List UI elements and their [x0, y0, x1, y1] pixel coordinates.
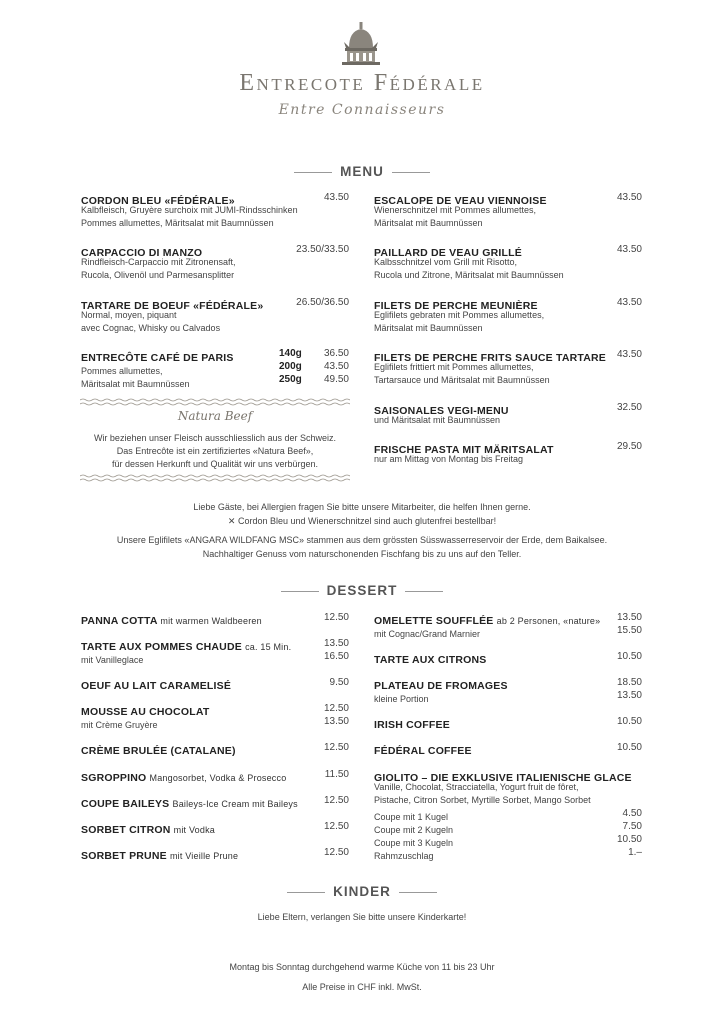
giolito-item: GIOLITO – DIE EXKLUSIVE ITALIENISCHE GLACE Vanille, Chocolat, Stracciatella, Yogurt fruit de fôret, Pistache, Citron Sorbet, Myrtille Sorbet, Mango Sorbet Coupe mit 1 Kugel 4.50 Coupe mit 2 Kugeln 7.50 Coupe mit 3 Kugeln 10.50 Rahmzuschlag 1.– [374, 772, 642, 861]
brand-tagline: Entre Connaisseurs [278, 102, 446, 118]
fish-note-1: Unsere Eglifilets «ANGARA WILDFANG MSC» stammen aus dem grössten Süsswasserreservoir der Erde, dem Baikalsee. [116, 535, 608, 545]
section-dessert-title: DESSERT [326, 583, 398, 598]
wave-divider [80, 398, 350, 406]
natura-beef-text: Wir beziehen unser Fleisch ausschliesslich aus der Schweiz. Das Entrecôte ist ein zertifiziertes «Natura Beef», für dessen Herkunft und Qualität wir uns verbürgen. [93, 433, 337, 469]
menu-item: ESCALOPE DE VEAU VIENNOISE 43.50 Wienerschnitzel mit Pommes allumettes, Märitsalat mit Baumnüssen [374, 192, 642, 228]
dessert-item: COUPE BAILEYS Baileys-Ice Cream mit Baileys 12.50 [81, 795, 349, 810]
dessert-item: SORBET CITRON mit Vodka 12.50 [81, 821, 349, 836]
section-menu-title: MENU [340, 164, 384, 179]
menu-item: CORDON BLEU «FÉDÉRALE» 43.50 Kalbfleisch, Gruyère surchoix mit JUMI-Rindsschinken Pommes allumettes, Märitsalat mit Baumnüssen [81, 192, 349, 228]
dessert-item: IRISH COFFEE 10.50 [374, 716, 642, 731]
allergy-note: Liebe Gäste, bei Allergien fragen Sie bitte unsere Mitarbeiter, die helfen Ihnen gerne. [193, 502, 531, 512]
menu-item: CARPACCIO DI MANZO 23.50/33.50 Rindfleisch-Carpaccio mit Zitronensaft, Rucola, Olivenöl und Parmesansplitter [81, 244, 349, 280]
menu-item: TARTARE DE BOEUF «FÉDÉRALE» 26.50/36.50 Normal, moyen, piquant avec Cognac, Whisky ou Calvados [81, 297, 349, 333]
footer-prices: Alle Preise in CHF inkl. MwSt. [302, 982, 422, 992]
dessert-item: TARTE AUX POMMES CHAUDE ca. 15 Min. 13.50 mit Vanilleglace 16.50 [81, 638, 349, 665]
dessert-item: TARTE AUX CITRONS 10.50 [374, 651, 642, 666]
menu-item: FRISCHE PASTA MIT MÄRITSALAT 29.50 nur am Mittag von Montag bis Freitag [374, 441, 642, 464]
dome-logo-icon [336, 22, 386, 66]
dessert-item: CRÈME BRULÉE (CATALANE) 12.50 [81, 742, 349, 757]
footer-hours: Montag bis Sonntag durchgehend warme Küche von 11 bis 23 Uhr [229, 962, 495, 972]
dessert-item: OMELETTE SOUFFLÉE ab 2 Personen, «nature» 13.50 mit Cognac/Grand Marnier 15.50 [374, 612, 642, 639]
wheat-crossed-icon: ✕ [227, 516, 236, 526]
section-kinder-header [0, 884, 724, 899]
dessert-item: SGROPPINO Mangosorbet, Vodka & Prosecco 11.50 [81, 769, 349, 784]
brand-name: Entrecote Fédérale [239, 70, 485, 96]
section-kinder-title: KINDER [333, 884, 391, 899]
kinder-note: Liebe Eltern, verlangen Sie bitte unsere Kinderkarte! [257, 912, 467, 922]
menu-item: SAISONALES VEGI-MENU 32.50 und Märitsalat mit Baumnüssen [374, 402, 642, 425]
menu-item: FILETS DE PERCHE MEUNIÈRE 43.50 Egliﬁlets gebraten mit Pommes allumettes, Märitsalat mit Baumnüssen [374, 297, 642, 333]
dessert-item: PANNA COTTA mit warmen Waldbeeren 12.50 [81, 612, 349, 627]
dessert-item: OEUF AU LAIT CARAMELISÉ 9.50 [81, 677, 349, 692]
fish-note-2: Nachhaltiger Genuss vom naturschonenden Fischfang bis zu uns auf den Teller. [202, 549, 522, 559]
dessert-item: FÉDÉRAL COFFEE 10.50 [374, 742, 642, 757]
menu-item-entrecote: ENTRECÔTE CAFÉ DE PARIS 140g 36.50 Pommes allumettes, 200g 43.50 Märitsalat mit Baumnüssen 250g 49.50 [81, 348, 349, 389]
natura-beef-title: Natura Beef [177, 409, 253, 423]
menu-item: FILETS DE PERCHE FRITS SAUCE TARTARE 43.50 Egliﬁlets frittiert mit Pommes allumettes, Tartarsauce und Märitsalat mit Baumnüssen [374, 349, 642, 385]
menu-item: PAILLARD DE VEAU GRILLÉ 43.50 Kalbsschnitzel vom Grill mit Risotto, Rucola und Zitrone, Märitsalat mit Baumnüssen [374, 244, 642, 280]
dessert-item: SORBET PRUNE mit Vieille Prune 12.50 [81, 847, 349, 862]
dessert-item: PLATEAU DE FROMAGES 18.50 kleine Portion 13.50 [374, 677, 642, 704]
dessert-item: MOUSSE AU CHOCOLAT 12.50 mit Crème Gruyère 13.50 [81, 703, 349, 730]
section-menu-header [0, 164, 724, 179]
wave-divider [80, 474, 350, 482]
glutenfree-note: ✕ Cordon Bleu und Wienerschnitzel sind auch glutenfrei bestellbar! [227, 516, 497, 526]
section-dessert-header [0, 583, 724, 598]
